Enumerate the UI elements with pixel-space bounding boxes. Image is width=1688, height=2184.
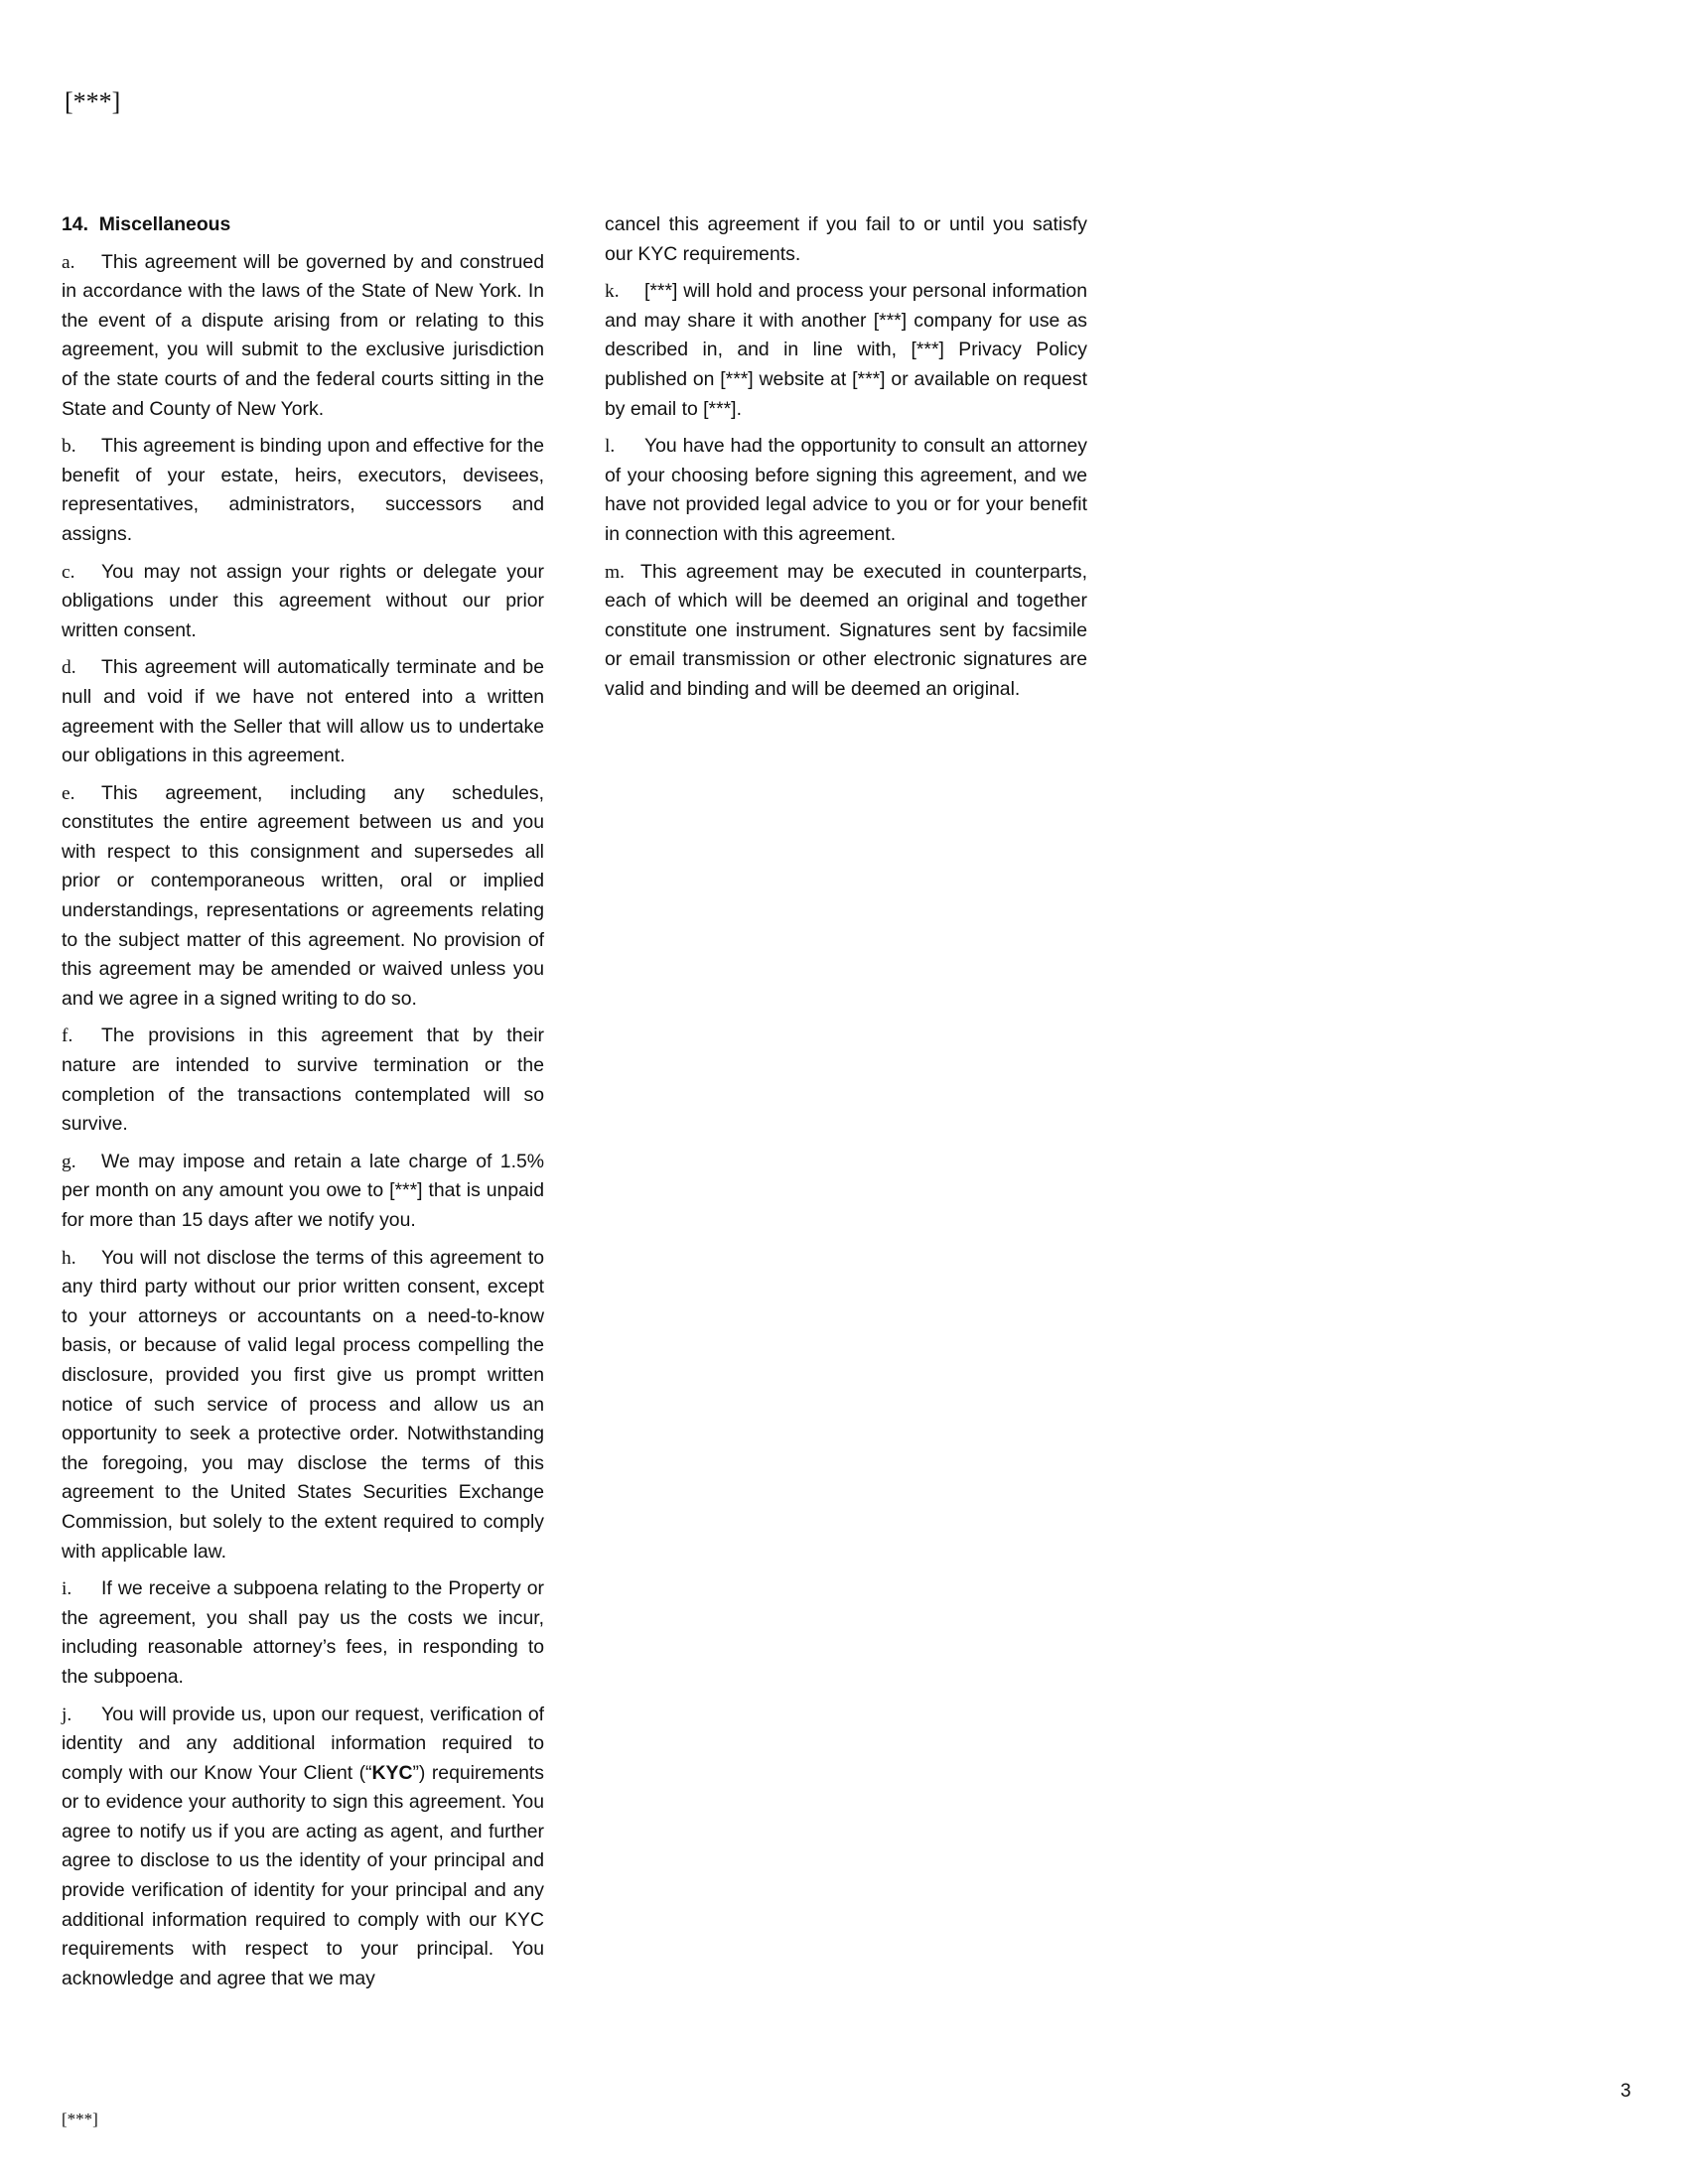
clause-c (62, 558, 544, 646)
clause-e (62, 779, 544, 1015)
clause-letter: j. (62, 1704, 72, 1725)
kyc-defined-term: KYC (371, 1761, 413, 1784)
clause-text: We may impose and retain a late charge of 1.5% per month on any amount you owe to [***] that is unpaid for more than 15 days after we notify you. (62, 1150, 544, 1231)
clause-l (605, 432, 1087, 549)
clause-text: The provisions in this agreement that by their nature are intended to survive termination or the completion of the transactions contemplated will so survive. (62, 1024, 544, 1136)
section-number: 14. (62, 213, 88, 235)
right-column (605, 210, 1087, 713)
clause-h (62, 1244, 544, 1568)
clause-letter: g. (62, 1151, 76, 1172)
clause-letter: f. (62, 1025, 73, 1047)
clause-text: cancel this agreement if you fail to or until you satisfy our KYC requirements. (605, 213, 1087, 265)
clause-text: This agreement will automatically terminate and be null and void if we have not entered into a written agreement with the Seller that will allow us to undertake our obligations in this agreement. (62, 656, 544, 767)
clause-text: You may not assign your rights or delegate your obligations under this agreement without our prior written consent. (62, 560, 544, 641)
clause-text: This agreement is binding upon and effective for the benefit of your estate, heirs, executors, devisees, representatives, administrators, successors and assigns. (62, 435, 544, 545)
clause-text: You have had the opportunity to consult an attorney of your choosing before signing this agreement, and we have not provided legal advice to you or for your benefit in connection with this agreement. (605, 435, 1087, 545)
clause-j (62, 1701, 544, 1994)
clause-a (62, 248, 544, 425)
clause-g (62, 1148, 544, 1236)
clause-text-before: You will provide us, upon our request, verification of identity and any additional information required to comply with our Know Your Client (“ (62, 1703, 544, 1784)
clause-letter: m. (605, 561, 625, 583)
clause-k (605, 277, 1087, 424)
clause-letter: h. (62, 1247, 76, 1269)
section-heading (62, 210, 544, 240)
clause-m (605, 558, 1087, 705)
clause-text: This agreement will be governed by and construed in accordance with the laws of the State of New York. In the event of a dispute arising from or relating to this agreement, you will submit to the exclusive jurisdiction of the state courts of and the federal courts sitting in the State and County of New York. (62, 250, 544, 420)
clause-b (62, 432, 544, 549)
footer-redaction-mark: [***] (62, 2110, 98, 2128)
page-number: 3 (1620, 2081, 1631, 2102)
clause-j-continuation (605, 210, 1087, 269)
clause-text: [***] will hold and process your personal information and may share it with another [***] company for use as described in, and in line with, [***] Privacy Policy published on [***] website at [***] or available on request by email to [***]. (605, 280, 1087, 420)
clause-i (62, 1574, 544, 1692)
clause-letter: l. (605, 436, 616, 458)
section-title: Miscellaneous (98, 213, 231, 235)
clause-letter: b. (62, 436, 76, 458)
clause-text: If we receive a subpoena relating to the Property or the agreement, you shall pay us the costs we incur, including reasonable attorney’s fees, in responding to the subpoena. (62, 1577, 544, 1688)
clause-text: You will not disclose the terms of this agreement to any third party without our prior written consent, except to your attorneys or accountants on a need-to-know basis, or because of valid legal process compelling the disclosure, provided you first give us prompt written notice of such service of process and allow us an opportunity to seek a protective order. Notwithstanding the foregoing, you may disclose the terms of this agreement to the United States Securities Exchange Commission, but solely to the extent required to comply with applicable law. (62, 1246, 544, 1563)
clause-letter: e. (62, 782, 75, 804)
clause-letter: c. (62, 561, 75, 583)
clause-text: This agreement, including any schedules, constitutes the entire agreement between us and you with respect to this consignment and supersedes all prior or contemporaneous written, oral or implied understandings, representations or agreements relating to the subject matter of this agreement. No provision of this agreement may be amended or waived unless you and we agree in a signed writing to do so. (62, 781, 544, 1010)
clause-letter: k. (605, 281, 620, 303)
clause-text: This agreement may be executed in counterparts, each of which will be deemed an original and together constitute one instrument. Signatures sent by facsimile or email transmission or other electronic signatures are valid and binding and will be deemed an original. (605, 560, 1087, 700)
clause-letter: d. (62, 657, 76, 679)
left-column (62, 210, 544, 2001)
header-redaction-mark: [***] (65, 87, 121, 116)
clause-text-after: ”) requirements or to evidence your authority to sign this agreement. You agree to notify us if you are acting as agent, and further agree to disclose to us the identity of your principal and provide verification of identity for your principal and any additional information required to comply with our KYC requirements with respect to your principal. You acknowledge and agree that we may (62, 1761, 545, 1989)
clause-letter: a. (62, 251, 75, 273)
clause-letter: i. (62, 1578, 72, 1600)
clause-d (62, 653, 544, 770)
clause-f (62, 1022, 544, 1139)
